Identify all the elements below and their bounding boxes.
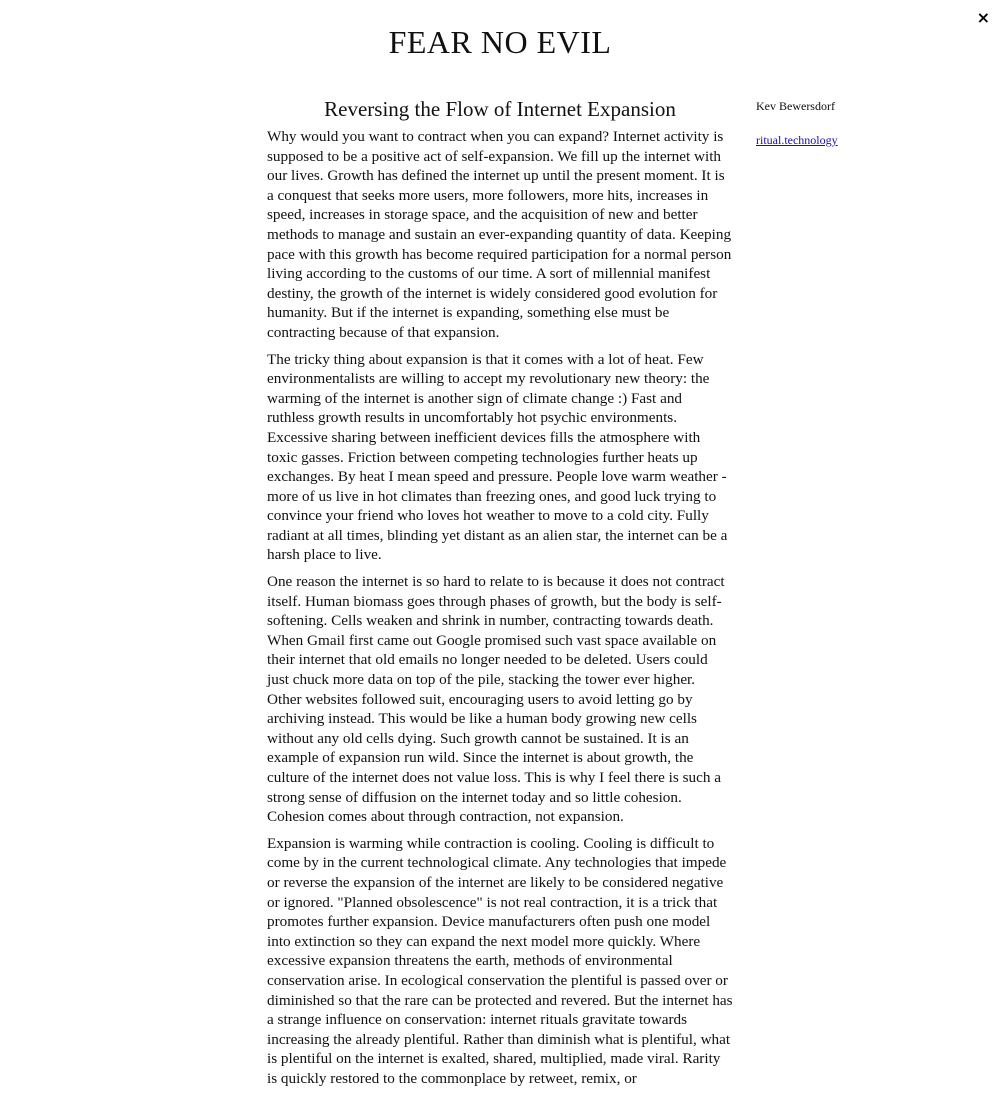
article-paragraph: One reason the internet is so hard to relate to is because it does not contract itself. Human biomass goes through phases of growth, but the body is self-softening. Cells weaken and shrink in number, contracting towards death. When Gmail first came out Google promised such vast space available on their internet that old emails no longer needed to be deleted. Users could just chuck more data on top of the pile, stacking the tower ever higher. Other websites followed suit, encouraging users to avoid letting go by archiving instead. This would be like a human body growing new cells without any old cells dying. Such growth cannot be sustained. It is an example of expansion run wild. Since the internet is about growth, the culture of the internet does not value loss. This is why I feel there is such a strong sense of diffusion on the internet today and so little cohesion. Cohesion comes about through contraction, not expansion. — [267, 573, 725, 826]
close-button[interactable]: × — [976, 8, 990, 27]
article — [267, 95, 733, 1096]
site-link[interactable]: ritual.technology — [756, 133, 838, 147]
sidebar — [756, 98, 956, 148]
article-paragraph: Expansion is warming while contraction is cooling. Cooling is difficult to come by in the current technological climate. Any technologies that impede or reverse the expansion of the internet are likely to be considered negative or ignored. "Planned obsolescence" is not real contraction, it is a trick that promotes further expansion. Device manufacturers often push one model into extinction so they can expand the next model more quickly. Where excessive expansion threatens the earth, methods of environmental conservation arise. In ecological conservation the plentiful is passed over or diminished so that the rare can be protected and revered. But the internet has a strange influence on conservation: internet rituals gravitate towards increasing the already plentiful. Rather than diminish what is plentiful, what is plentiful on the internet is exalted, shared, multiplied, made viral. Rarity is quickly restored to the commonplace by retweet, remix, or — [267, 834, 733, 1087]
article-paragraph: Why would you want to contract when you can expand? Internet activity is supposed to be a positive act of self-expansion. We fill up the internet with our lives. Growth has defined the internet up until the present moment. It is a conquest that seeks more users, more followers, more hits, increases in speed, increases in storage space, and the acquisition of new and better methods to manage and sustain an ever-expanding quantity of data. Keeping pace with this growth has become required participation for a normal person living according to the customs of our time. A sort of millennial manifest destiny, the growth of the internet is widely considered good evolution for humanity. But if the internet is expanding, something else must be contracting because of that expansion. — [267, 128, 732, 341]
article-paragraph: The tricky thing about expansion is that it comes with a lot of heat. Few environmentalists are willing to accept my revolutionary new theory: the warming of the internet is another sign of climate change :) Fast and ruthless growth results in uncomfortably hot psychic environments. Excessive sharing between inefficient devices fills the atmosphere with toxic gasses. Friction between competing technologies further heats up exchanges. By heat I mean speed and pressure. People love warm weather - more of us live in hot climates than freezing ones, and good luck trying to convince your friend who loves hot weather to move to a cold city. Fully radiant at all times, blinding yet distant as an alien star, the internet can be a harsh place to live. — [267, 350, 728, 564]
author-name: Kev Bewersdorf — [756, 99, 835, 113]
article-title: Reversing the Flow of Internet Expansion — [324, 97, 676, 121]
site-title: FEAR NO EVIL — [388, 24, 612, 60]
